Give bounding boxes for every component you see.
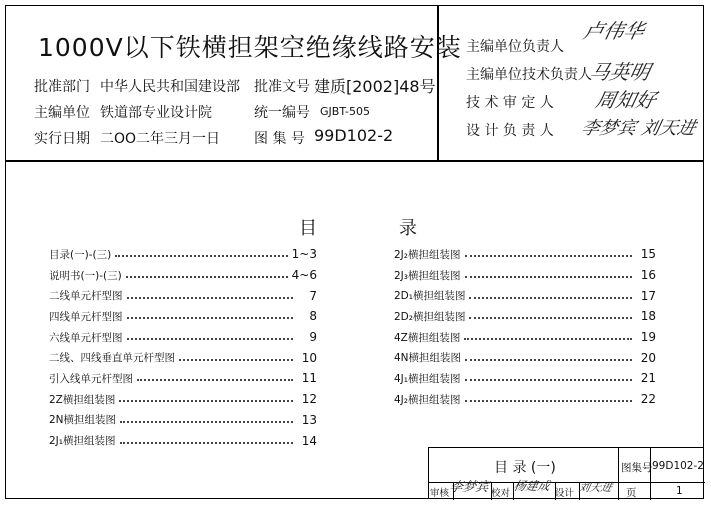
- toc-entry-page: 15: [640, 247, 656, 262]
- toc-entry: [49, 389, 317, 410]
- toc-entry: [394, 368, 656, 389]
- tb-design-label: 设计: [555, 488, 575, 499]
- toc-entry-page: 1~3: [291, 247, 317, 262]
- toc-leader-dots: [465, 359, 632, 361]
- toc-entry-page: 21: [640, 371, 656, 386]
- signature-tech-chief: 马英明: [587, 60, 653, 84]
- atlas-no-value: 99D102-2: [314, 126, 394, 145]
- toc-entry-page: 11: [301, 371, 317, 386]
- sign-role-chief-editor: 主编单位负责人: [466, 39, 564, 55]
- toc-entry-label: 六线单元杆型图: [49, 331, 123, 344]
- toc-entry: [394, 347, 656, 368]
- toc-entry-page: 9: [309, 330, 317, 345]
- tb-check-label: 校对: [491, 488, 511, 499]
- toc-entry-label: 二线单元杆型图: [49, 290, 123, 303]
- sign-role-tech-chief: 主编单位技术负责人: [466, 67, 592, 83]
- toc-leader-dots: [469, 317, 632, 319]
- toc-entry-label: 2D₂横担组装图: [394, 310, 466, 323]
- tb-review-label: 审核: [430, 488, 450, 499]
- toc-entry-page: 20: [640, 350, 656, 365]
- tb-atlas-value: 99D102-2: [652, 460, 704, 472]
- toc-leader-dots: [127, 338, 294, 340]
- tb-design-sign: 刘天进: [577, 481, 614, 494]
- toc-title-right: 录: [399, 218, 417, 239]
- toc-entry: [49, 306, 317, 327]
- tb-page-value: 1: [676, 485, 683, 497]
- toc-entry-label: 四线单元杆型图: [49, 310, 123, 323]
- toc-entry: [394, 389, 656, 410]
- toc-entry-label: 目录(一)-(三): [49, 248, 112, 261]
- approval-dept-value: 中华人民共和国建设部: [100, 79, 240, 95]
- toc-entry: [394, 306, 656, 327]
- toc-entry: [394, 327, 656, 348]
- tb-atlas-label: 图集号: [621, 462, 653, 474]
- sign-role-design-lead: 设 计 负 责 人: [466, 123, 554, 139]
- toc-entry-label: 说明书(一)-(三): [49, 269, 122, 282]
- toc-entry-label: 二线、四线垂直单元杆型图: [49, 352, 175, 365]
- sign-role-tech-review: 技 术 审 定 人: [466, 95, 554, 111]
- tb-review-sign: 李梦宾: [447, 480, 491, 495]
- toc-entry-label: 2J₁横担组装图: [49, 435, 116, 448]
- signature-design-lead: 李梦宾 刘天进: [579, 118, 698, 139]
- page-title: 1000V以下铁横担架空绝缘线路安装: [38, 33, 462, 62]
- header-bottom-rule: [5, 160, 704, 162]
- toc-entry-label: 2N横担组装图: [49, 414, 117, 427]
- toc-leader-dots: [119, 400, 293, 402]
- toc-leader-dots: [120, 442, 294, 444]
- impl-date-label: 实行日期: [34, 131, 90, 147]
- approval-dept-label: 批准部门: [34, 79, 90, 95]
- toc-entry-label: 4J₁横担组装图: [394, 372, 461, 385]
- toc-entry: [49, 410, 317, 431]
- toc-entry: [49, 327, 317, 348]
- toc-leader-dots: [465, 379, 633, 381]
- toc-leader-dots: [126, 276, 288, 278]
- toc-entry-label: 2D₁横担组装图: [394, 290, 466, 303]
- toc-leader-dots: [179, 359, 293, 361]
- toc-leader-dots: [127, 297, 294, 299]
- toc-entry: [394, 285, 656, 306]
- toc-entry-label: 2J₃横担组装图: [394, 269, 461, 282]
- toc-entry-page: 10: [301, 350, 317, 365]
- toc-leader-dots: [137, 379, 293, 381]
- toc-title-left: 目: [299, 218, 317, 239]
- toc-entry: [49, 368, 317, 389]
- toc-right-column: [394, 244, 656, 410]
- tb-page-label: 页: [626, 487, 637, 499]
- signature-tech-review: 周知好: [593, 88, 659, 112]
- toc-leader-dots: [465, 400, 633, 402]
- toc-entry-label: 引入线单元杆型图: [49, 372, 133, 385]
- toc-leader-dots: [120, 421, 293, 423]
- toc-leader-dots: [464, 338, 632, 340]
- signature-chief-editor: 卢伟华: [581, 19, 647, 43]
- toc-entry: [49, 347, 317, 368]
- atlas-no-label: 图 集 号: [254, 131, 305, 147]
- toc-entry: [394, 265, 656, 286]
- sheet-title: 目 录 (一): [494, 460, 556, 476]
- toc-entry: [49, 285, 317, 306]
- unified-no-label: 统一编号: [254, 105, 310, 121]
- impl-date-value: 二OO二年三月一日: [100, 131, 221, 147]
- toc-entry-page: 22: [640, 392, 656, 407]
- toc-entry-label: 2J₂横担组装图: [394, 248, 461, 261]
- toc-entry-label: 4N横担组装图: [394, 352, 462, 365]
- toc-entry-page: 7: [309, 288, 317, 303]
- toc-entry-label: 4J₂横担组装图: [394, 393, 461, 406]
- toc-entry-label: 4Z横担组装图: [394, 331, 461, 344]
- toc-leader-dots: [127, 317, 294, 319]
- toc-leader-dots: [465, 255, 633, 257]
- editor-unit-value: 铁道部专业设计院: [100, 105, 212, 121]
- approval-doc-value: 建质[2002]48号: [314, 77, 436, 96]
- toc-entry-page: 14: [301, 433, 317, 448]
- toc-leader-dots: [469, 297, 632, 299]
- toc-entry: [394, 244, 656, 265]
- toc-entry: [49, 430, 317, 451]
- approval-doc-label: 批准文号: [254, 79, 310, 95]
- toc-entry-page: 8: [309, 309, 317, 324]
- toc-entry-page: 13: [301, 412, 317, 427]
- toc-entry: [49, 244, 317, 265]
- toc-entry-page: 18: [640, 309, 656, 324]
- toc-entry-page: 12: [301, 392, 317, 407]
- toc-entry-label: 2Z横担组装图: [49, 393, 116, 406]
- toc-entry-page: 4~6: [291, 268, 317, 283]
- toc-entry-page: 19: [640, 330, 656, 345]
- toc-entry-page: 17: [640, 288, 656, 303]
- toc-leader-dots: [465, 276, 633, 278]
- unified-no-value: GJBT-505: [320, 105, 370, 118]
- toc-leader-dots: [115, 255, 287, 257]
- toc-entry: [49, 265, 317, 286]
- editor-unit-label: 主编单位: [34, 105, 90, 121]
- toc-left-column: [49, 244, 317, 451]
- toc-entry-page: 16: [640, 268, 656, 283]
- tb-check-sign: 杨建成: [512, 479, 552, 493]
